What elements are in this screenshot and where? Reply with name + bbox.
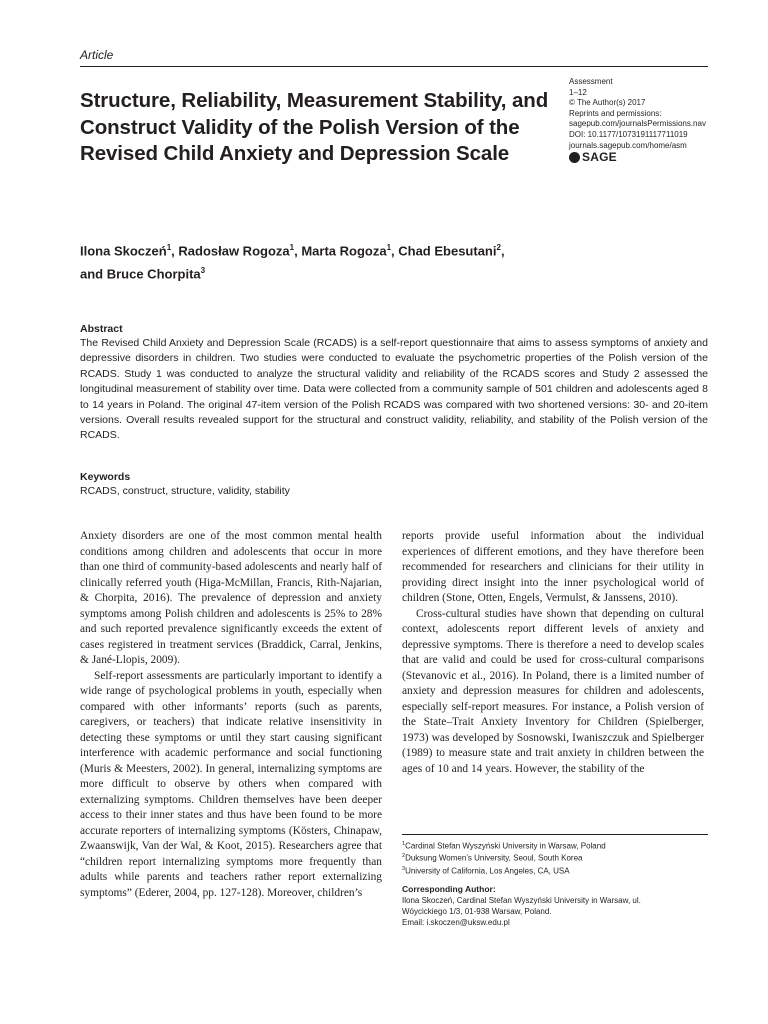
body-paragraph: Anxiety disorders are one of the most common mental health conditions among children and adolescents that occur in more than one third of community-based adolescents and nearly half of clinically referred youth (Higa-McMillan, Francis, Rith-Najarian, & Chorpita, 2016). The prevalence of depression and anxiety symptoms among Polish children and adolescents is 25% to 28% and such reported prevalence significantly exceeds the extent of cases registered in treatment services (Braddick, Carral, Jenkins, & Jané-Llopis, 2009). [80,530,382,666]
author-separator: , [294,243,302,259]
footnote-number: 3 [402,866,406,873]
author-separator: , [500,243,505,259]
keywords-section [80,470,708,499]
author-affiliation: 3 [200,266,206,276]
body-column-right [402,529,704,777]
footnote-text: Duksung Women’s University, Seoul, South Korea [405,854,583,864]
journal-home-link[interactable]: journals.sagepub.com/home/asm [569,140,687,150]
footnote-text: Cardinal Stefan Wyszyński University in Warsaw, Poland [405,841,606,851]
affiliation-footnote [402,839,708,852]
reprints-label: Reprints and permissions: [569,108,662,118]
affiliation-footnote [402,851,708,864]
journal-info [569,77,719,163]
author-name: Ilona Skoczeń [80,243,167,259]
author-separator: , [391,243,399,259]
author-affiliation: 1 [166,243,172,252]
keywords-text: RCADS, construct, structure, validity, stability [80,485,290,497]
author-affiliation: 2 [496,243,501,252]
abstract-text: The Revised Child Anxiety and Depression Scale (RCADS) is a self-report questionnaire that aims to assess symptoms of anxiety and depressive disorders in children. Two studies were conducted to evaluate the psychometric properties of the Polish version of the RCADS. Study 1 was conducted to analyze the structural validity and reliability of the RCADS scores and Study 2 assessed the longitudinal measurement of stability over time. Data were collected from a community sample of 501 children and adolescents aged 8 to 14 years in Poland. The original 47-item version of the Polish RCADS was compared with two shortened versions: 30- and 20-item versions. Overall results revealed support for the structural and construct validity, reliability, and stability of the Polish version of the RCADS. [80,337,708,442]
copyright-line: © The Author(s) 2017 [569,98,646,108]
corresponding-author-line: Wóycickiego 1/3, 01-938 Warsaw, Poland. [402,906,552,916]
author-affiliation: 1 [386,243,392,252]
journal-name: Assessment [569,77,613,86]
affiliation-footnote [402,864,708,877]
reprints-link[interactable]: sagepub.com/journalsPermissions.nav [569,119,706,129]
footnote-number: 1 [402,840,406,847]
keywords-heading: Keywords [80,471,131,483]
sage-logo-text: SAGE [582,150,617,165]
journal-pages: 1–12 [569,87,587,97]
sage-logo-icon [569,152,580,163]
article-title: Structure, Reliability, Measurement Stability, and Construct Validity of the Polish Version of the Revised Child Anxiety and Depression Scale [80,89,549,165]
author-name: Radosław Rogoza [178,243,290,259]
header-rule [80,66,708,67]
footnote-text: University of California, Los Angeles, CA, USA [405,866,570,876]
author-list [80,238,640,285]
author-name: Chad Ebesutani [398,243,497,259]
corresponding-author-line: Ilona Skoczeń, Cardinal Stefan Wyszyński University in Warsaw, ul. [402,895,641,905]
author-name: and Bruce Chorpita [80,266,201,282]
author-affiliation: 1 [289,243,295,252]
corresponding-author-heading: Corresponding Author: [402,883,496,894]
body-column-left [80,529,382,901]
footnote-number: 2 [402,853,406,860]
body-paragraph: Cross-cultural studies have shown that depending on cultural context, adolescents report different levels of anxiety and depressive symptoms. There is therefore a need to develop scales that are valid and could be used for cross-cultural comparisons (Stevanovic et al., 2016). In Poland, there is a limited number of anxiety and depression measures for children and adolescents, especially self-report measures. For instance, a Polish version of the State–Trait Anxiety Inventory for Children (Spielberger, 1973) was developed by Sosnowski, Iwaniszczuk and Spielberger (1989) to measure state and trait anxiety in children between the ages of 10 and 14 years. However, the stability of the [402,607,704,775]
abstract-section [80,322,708,444]
abstract-heading: Abstract [80,323,123,335]
doi-link[interactable]: DOI: 10.1177/1073191117711019 [569,129,688,139]
article-type-label: Article [80,48,114,62]
footnote-rule [402,834,708,835]
footnotes-area [402,834,708,928]
author-name: Marta Rogoza [301,243,387,259]
corresponding-author-email[interactable]: Email: i.skoczen@uksw.edu.pl [402,917,510,927]
body-paragraph: reports provide useful information about the individual experiences of different emotions, and they have therefore been recommended for researchers and clinicians for their utility in providing direct insight into the inner psychological world of children (Stone, Otten, Engels, Vermulst, & Janssens, 2010). [402,530,704,604]
author-separator: , [171,243,179,259]
body-paragraph: Self-report assessments are particularly important to identify a wide range of psychological problems in youth, especially when compared with other informants’ reports (such as parents, caregivers, or teachers) that indicate relative insensitivity in detecting these symptoms or until they start causing significant interference with academic performance and social functioning (Muris & Meesters, 2002). In general, internalizing symptoms are more difficult to observe by others when compared with externalizing symptoms. Children themselves have been deeper access to their inner states and thus have been found to be more accurate reporters of internalizing symptoms (Kösters, Chinapaw, Zwaanswijk, Van der Wal, & Koot, 2015). Researchers agree that “children report internalizing symptoms more frequently than adults while parents and teachers rather report externalizing symptoms” (Ederer, 2004, pp. 127-128). Moreover, children’s [80,669,382,899]
sage-logo [569,152,719,163]
